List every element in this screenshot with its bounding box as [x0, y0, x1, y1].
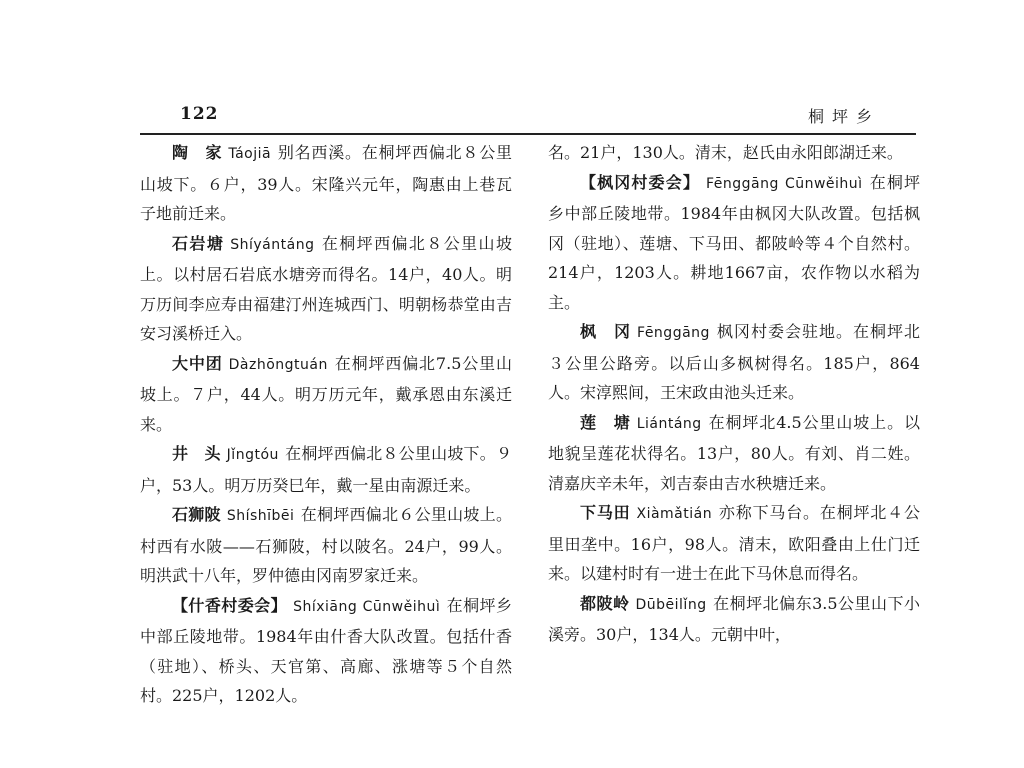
- entry-shishibei: [140, 500, 512, 591]
- entry-name: 都陂岭: [580, 593, 630, 613]
- entry-pinyin: Xiàmǎtián: [636, 506, 713, 522]
- entry-xiamatian: [548, 498, 920, 589]
- page-number: 122: [180, 104, 219, 124]
- entry-text: 在桐坪北偏东3.5公里山下小溪旁。30户，134人。元朝中叶，: [548, 593, 920, 644]
- entry-pinyin: Dūbēilǐng: [635, 596, 707, 613]
- entry-name: 陶 家: [172, 143, 223, 162]
- entry-pinyin: Fēnggāng: [637, 325, 710, 341]
- entry-taojia: [140, 138, 512, 229]
- entry-pinyin: Jǐngtóu: [226, 447, 279, 463]
- entry-text: 亦称下马台。在桐坪北４公里田垄中。16户，98人。清末，欧阳叠由上仕门迁来。以建村时有一进士在此下马休息而得名。: [548, 503, 920, 583]
- entry-pinyin: Táojiā: [228, 146, 272, 162]
- entry-text: 在桐坪北4.5公里山坡上。以地貌呈莲花状得名。13户，80人。有刘、肖二姓。清嘉庆辛未年，刘吉泰由吉水秧塘迁来。: [548, 412, 920, 493]
- entry-pinyin: Liántáng: [636, 415, 702, 432]
- entry-name: 莲 塘: [580, 412, 631, 432]
- entry-text: 在桐坪乡中部丘陵地带。1984年由什香大队改置。包括什香（驻地）、桥头、天官第、高廊、涨塘等５个自然村。225户，1202人。: [140, 595, 512, 705]
- entry-pinyin: Dàzhōngtuán: [228, 356, 328, 373]
- entry-fenggang: [548, 317, 920, 408]
- entry-pinyin: Shíshībēi: [226, 508, 295, 524]
- entry-continuation: [548, 138, 920, 168]
- entry-text: 在桐坪乡中部丘陵地带。1984年由枫冈大队改置。包括枫冈（驻地）、莲塘、下马田、都陂岭等４个自然村。214户，1203人。耕地1667亩，农作物以水稻为主。: [548, 172, 920, 312]
- entry-text: 在桐坪西偏北7.5公里山坡上。７户，44人。明万历元年，戴承恩由东溪迁来。: [140, 353, 512, 434]
- entry-liantang: [548, 408, 920, 499]
- left-column: [140, 138, 512, 711]
- entry-pinyin: Fēnggāng Cūnwěihuì: [705, 175, 863, 192]
- entry-jingtou: [140, 439, 512, 500]
- page-header: [140, 100, 916, 130]
- entry-name: 井 头: [172, 444, 221, 463]
- entry-text: 别名西溪。在桐坪西偏北８公里山坡下。６户，39人。宋隆兴元年，陶惠由上巷瓦子地前迁来。: [140, 143, 512, 223]
- entry-pinyin: Shíxiāng Cūnwěihuì: [293, 598, 441, 615]
- entry-text: 枫冈村委会驻地。在桐坪北３公里公路旁。以后山多枫树得名。185户，864人。宋淳熙间，王宋政由池头迁来。: [548, 322, 920, 402]
- entry-dubeiling: [548, 589, 920, 650]
- entry-text: 名。21户，130人。清末，赵氏由永阳郎湖迁来。: [548, 143, 903, 162]
- entry-name: 【枫冈村委会】: [580, 172, 700, 192]
- right-column: [548, 138, 920, 650]
- entry-name: 下马田: [580, 503, 631, 522]
- entry-shiyantang: [140, 229, 512, 349]
- entry-name: 大中团: [172, 353, 223, 373]
- entry-fenggang-committee: [548, 168, 920, 318]
- entry-text: 在桐坪西偏北８公里山坡下。９户，53人。明万历癸巳年，戴一星由南源迁来。: [140, 444, 512, 495]
- entry-dazhongtuan: [140, 349, 512, 440]
- entry-text: 在桐坪西偏北８公里山坡上。以村居石岩底水塘旁而得名。14户，40人。明万历间李应寿由福建汀州连城西门、明朝杨恭堂由吉安习溪桥迁入。: [140, 233, 512, 343]
- entry-name: 枫 冈: [580, 322, 632, 341]
- entry-text: 在桐坪西偏北６公里山坡上。村西有水陂——石狮陂，村以陂名。24户，99人。明洪武十八年，罗仲德由冈南罗家迁来。: [140, 505, 512, 585]
- entry-name: 石岩塘: [172, 233, 225, 253]
- entry-name: 石狮陂: [172, 505, 221, 524]
- header-rule: [140, 133, 916, 135]
- entry-pinyin: Shíyántáng: [230, 236, 315, 253]
- entry-name: 【什香村委会】: [172, 595, 288, 615]
- entry-shixiang-committee: [140, 591, 512, 711]
- running-head: 桐坪乡: [807, 107, 880, 126]
